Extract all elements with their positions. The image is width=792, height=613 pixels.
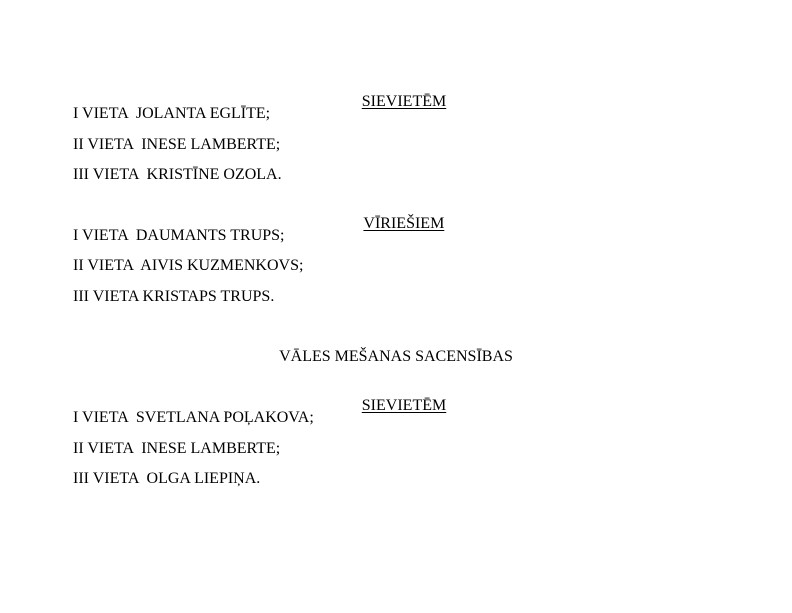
section-heading-women-2-text: SIEVIETĒM [361,397,447,414]
result-line: III VIETA OLGA LIEPIŅA. [73,470,261,487]
result-line: I VIETA JOLANTA EGLĪTE; [73,105,271,122]
section-heading-men-text: VĪRIEŠIEM [363,215,445,232]
result-line: III VIETA KRISTĪNE OZOLA. [73,166,282,183]
section-heading-women-text: SIEVIETĒM [361,93,447,110]
result-line: I VIETA DAUMANTS TRUPS; [73,227,285,244]
result-line: II VIETA AIVIS KUZMENKOVS; [73,257,304,274]
result-line: I VIETA SVETLANA POĻAKOVA; [73,409,314,426]
result-line: III VIETA KRISTAPS TRUPS. [73,288,275,305]
result-line: II VIETA INESE LAMBERTE; [73,136,281,153]
competition-title: VĀLES MEŠANAS SACENSĪBAS [279,348,513,365]
result-line: II VIETA INESE LAMBERTE; [73,440,281,457]
